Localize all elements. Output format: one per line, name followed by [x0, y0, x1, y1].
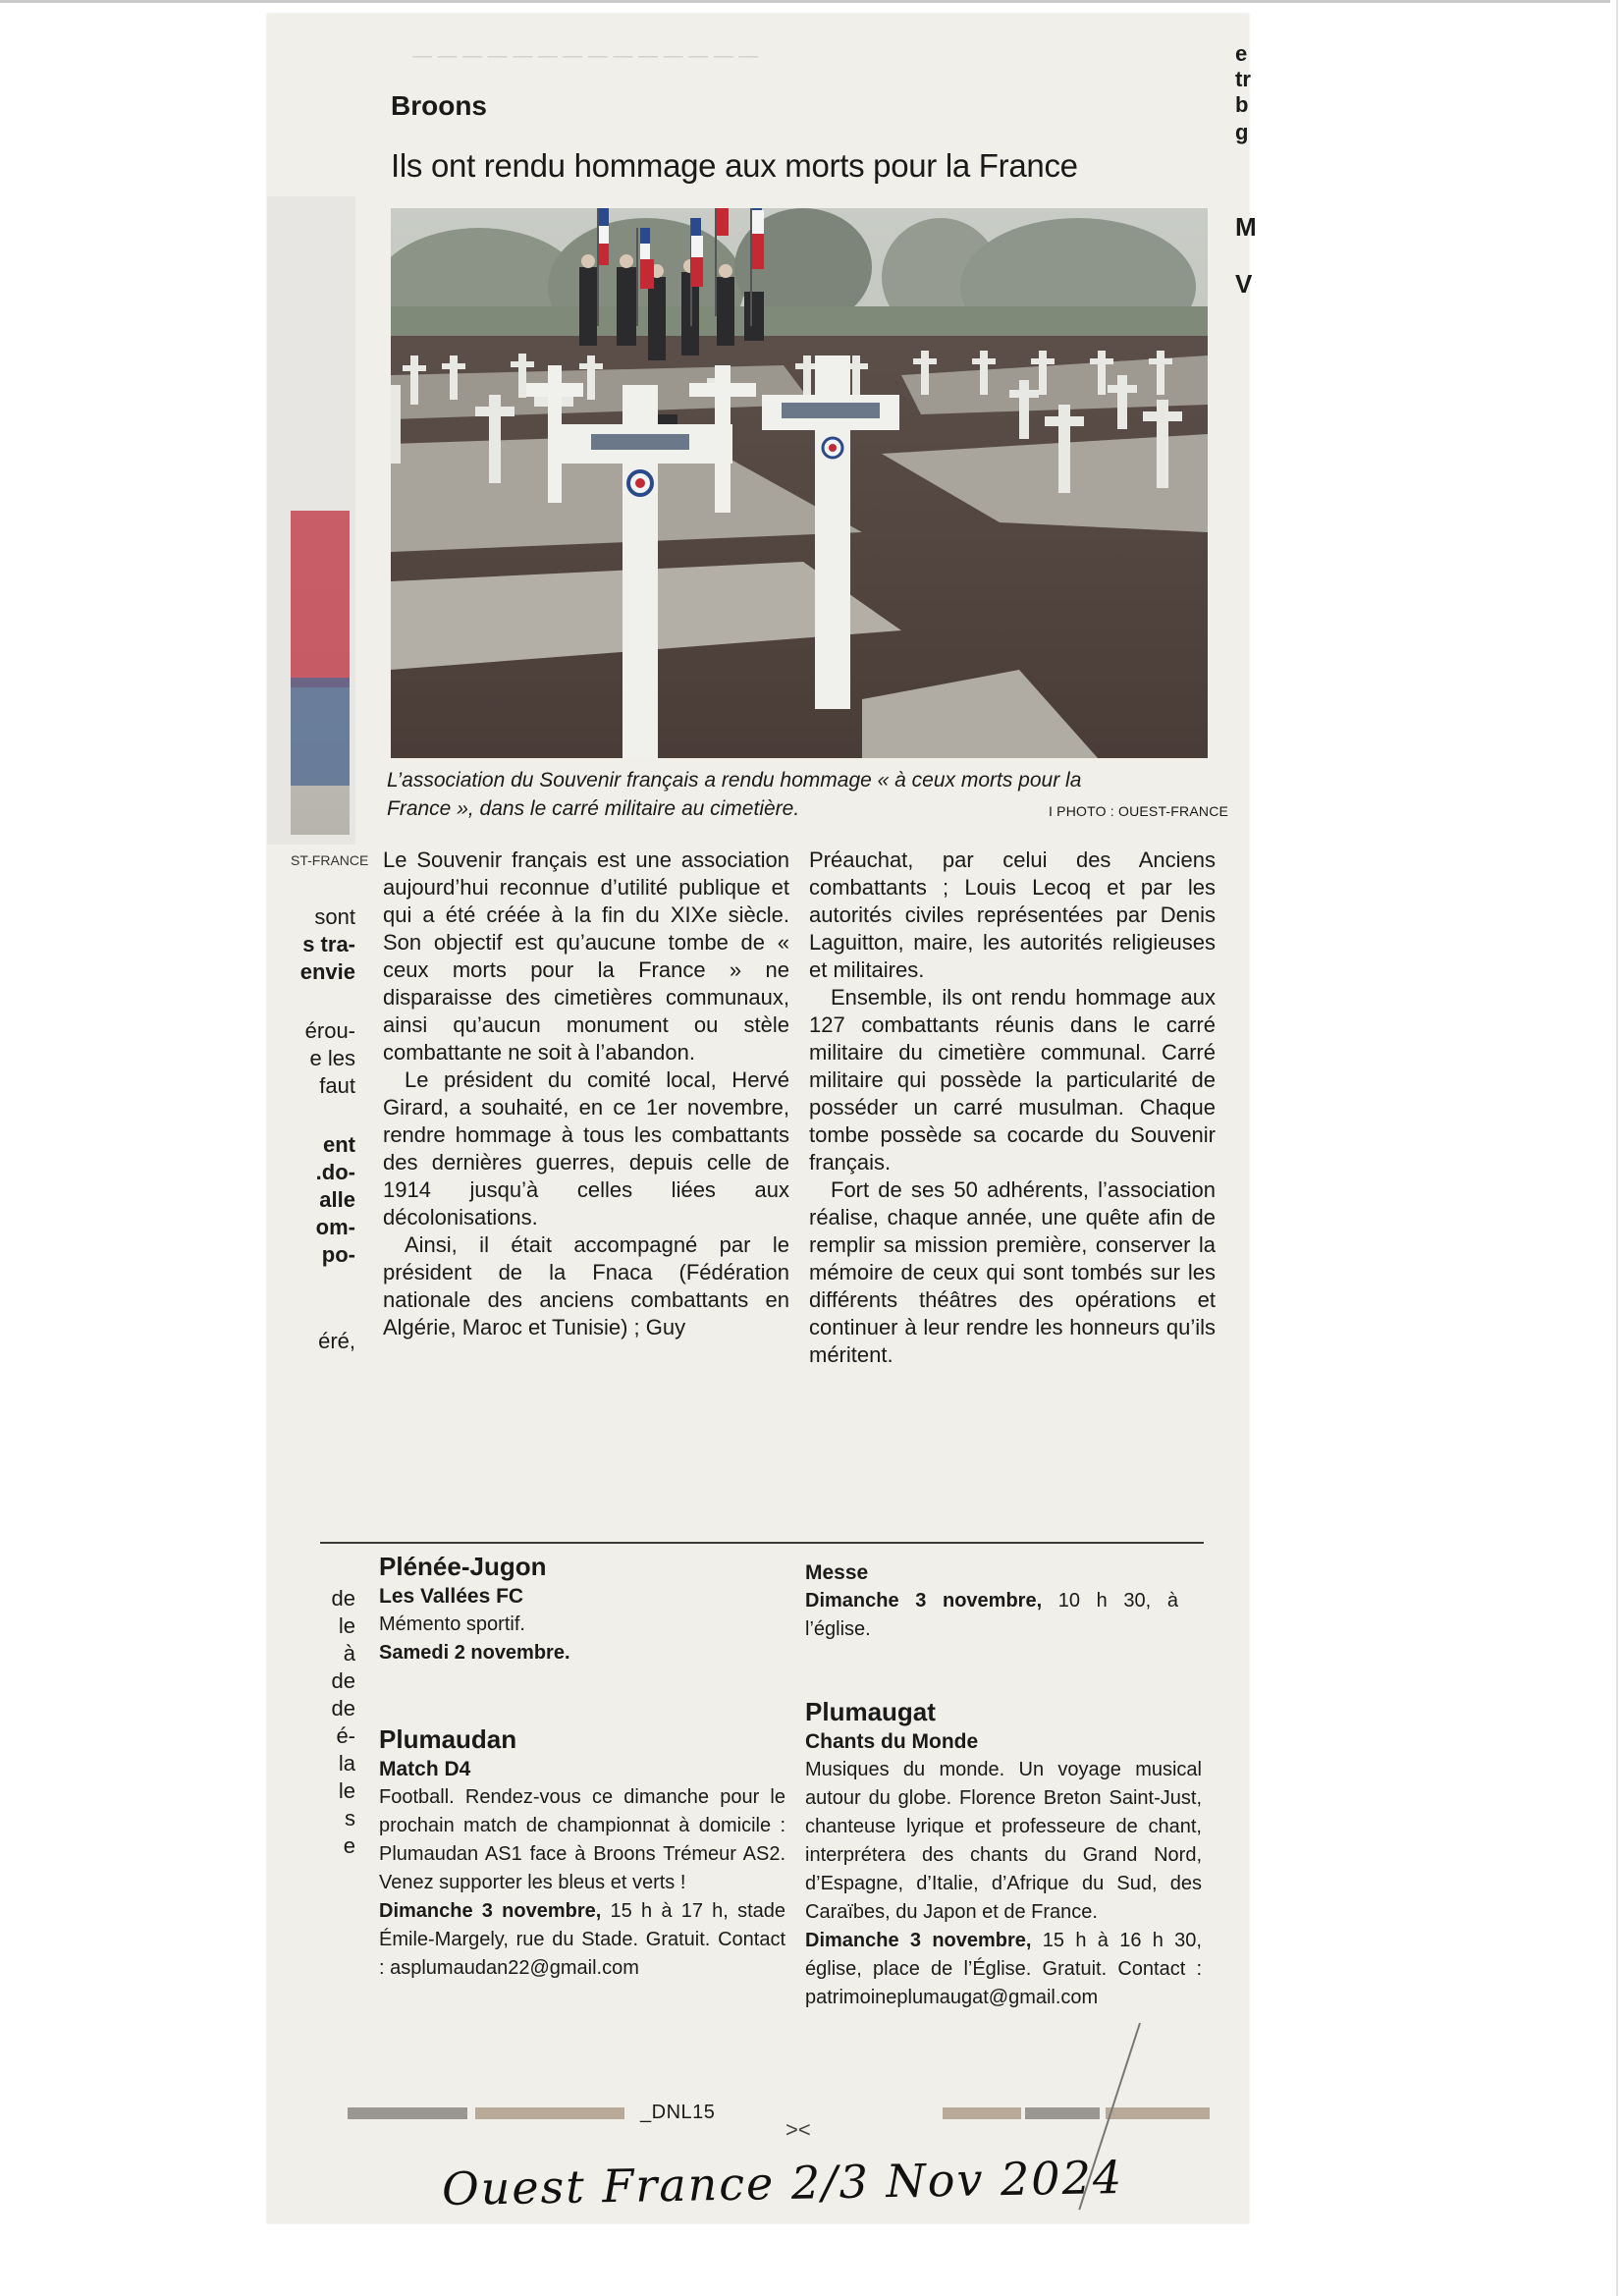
brief-detail-text: 15 h à 16 h 30, église, place de l’Église. Gratuit. Contact : patrimoineplumaugat@gmail.com	[805, 1930, 1202, 2008]
left-fragment: e les	[309, 1046, 355, 1070]
brief-detail-text: 10 h 30, à l’église.	[805, 1590, 1178, 1640]
brief-title: Chants du Monde	[805, 1730, 979, 1753]
scissors-mark: ><	[785, 2117, 811, 2142]
page-bar	[943, 2107, 1021, 2119]
left-fragment: éré,	[318, 1329, 355, 1353]
brief-messe	[805, 1559, 1178, 1644]
bleed-through-text: — — — — — — — — — — — — — —	[412, 45, 759, 67]
brief-text: Mémento sportif.	[379, 1613, 525, 1635]
article-paragraph: Ensemble, ils ont rendu hommage aux 127 combattants réunis dans le carré militaire du cimetière communal. Carré militaire qui possède la particularité de posséder un carré musulman. Chaque tombe possède sa cocarde du Souvenir français.	[809, 985, 1216, 1175]
brief-title: Messe	[805, 1561, 869, 1584]
brief-text: Musiques du monde. Un voyage musical autour du globe. Florence Breton Saint-Just, chanteuse lyrique et professeure de chant, interprétera des chants du Grand Nord, d’Espagne, d’Italie, d’Afrique du Sud, des Caraïbes, du Japon et de France.	[805, 1759, 1202, 1923]
left-fragment: é-	[336, 1723, 355, 1748]
page-code: _DNL15	[640, 2102, 716, 2123]
left-fragment: faut	[319, 1073, 355, 1098]
scan-right-border	[1616, 0, 1618, 2296]
brief-town: Plénée-Jugon	[379, 1552, 547, 1581]
brief-town: Plumaudan	[379, 1724, 517, 1754]
adjacent-photo-credit: ST-FRANCE	[291, 852, 369, 868]
left-fragment: alle	[319, 1187, 355, 1212]
brief-title: Match D4	[379, 1758, 471, 1780]
left-fragment: ent	[323, 1132, 355, 1157]
brief-title: Les Vallées FC	[379, 1585, 524, 1608]
page-bar	[348, 2107, 467, 2119]
article-town: Broons	[391, 90, 487, 121]
brief-date: Dimanche 3 novembre,	[805, 1930, 1032, 1951]
left-fragment: la	[338, 1751, 355, 1776]
brief-text: Football. Rendez-vous ce dimanche pour le prochain match de championnat à domicile : Plumaudan AS1 face à Broons Trémeur AS2. Venez supporter les bleus et verts !	[379, 1786, 785, 1893]
left-fragment: s tra-	[302, 932, 355, 957]
left-fragment: érou-	[304, 1018, 355, 1043]
left-fragment: om-	[315, 1215, 355, 1239]
page-bar	[475, 2107, 624, 2119]
article-paragraph: Fort de ses 50 adhérents, l’association réalise, chaque année, une quête afin de remplir sa mission première, conserver la mémoire de ceux qui sont tombés sur les différents théâtres des opérations et continuer à leur rendre les honneurs qu’ils méritent.	[809, 1177, 1216, 1367]
cemetery-photo	[391, 208, 1208, 758]
brief-date: Samedi 2 novembre.	[379, 1642, 570, 1664]
right-fragment: b	[1235, 92, 1249, 117]
left-fragment: à	[343, 1641, 355, 1666]
brief-details	[805, 1927, 1202, 2012]
article-headline: Ils ont rendu hommage aux morts pour la France	[391, 147, 1078, 184]
left-fragment: sont	[314, 904, 355, 929]
left-fragment: .do-	[315, 1160, 355, 1184]
right-fragment: tr	[1235, 67, 1251, 91]
section-divider	[320, 1542, 1204, 1544]
article-paragraph: Le président du comité local, Hervé Girard, a souhaité, en ce 1er novembre, rendre hommage à tous les combattants des dernières guerres, depuis celle de 1914 jusqu’à celles liées aux décolonisations.	[383, 1067, 789, 1230]
adjacent-photo-red-jacket	[291, 511, 350, 687]
article-column-1	[383, 847, 789, 1341]
brief-details	[379, 1897, 785, 1983]
right-fragment: V	[1235, 269, 1253, 299]
article-paragraph: Ainsi, il était accompagné par le président de la Fnaca (Fédération nationale des anciens combattants en Algérie, Maroc et Tunisie) ; Guy	[383, 1232, 789, 1339]
brief-date: Dimanche 3 novembre,	[379, 1900, 602, 1922]
brief-town: Plumaugat	[805, 1697, 936, 1726]
photo-credit: I PHOTO : OUEST-FRANCE	[1049, 803, 1229, 819]
right-fragment: M	[1235, 212, 1257, 242]
left-fragment: de	[331, 1586, 355, 1611]
brief-detail-text: 15 h à 17 h, stade Émile-Margely, rue du Stade. Gratuit. Contact : asplumaudan22@gmail.com	[379, 1900, 786, 1979]
brief-details	[805, 1587, 1178, 1644]
brief-plenee-jugon	[379, 1552, 791, 1667]
left-fragment: de	[331, 1668, 355, 1693]
brief-date: Dimanche 3 novembre,	[805, 1590, 1043, 1612]
handwritten-source-note: Ouest France 2/3 Nov 2024	[441, 2150, 1124, 2216]
left-fragment: le	[338, 1778, 355, 1803]
right-fragment: g	[1235, 120, 1249, 144]
page-bar	[1025, 2107, 1100, 2119]
left-fragment: s	[345, 1806, 355, 1831]
left-fragment: e	[343, 1833, 355, 1858]
brief-plumaugat	[805, 1697, 1202, 2012]
left-fragment: envie	[299, 959, 355, 984]
right-fragment: e	[1235, 41, 1248, 66]
article-paragraph: Le Souvenir français est une association aujourd’hui reconnue d’utilité publique et qui a été créée à la fin du XIXe siècle. Son objectif est qu’aucune tombe de « ceux morts pour la France » ne disparaisse des cimetières communaux, ainsi qu’aucun monument ou stèle combattante ne soit à l’abandon.	[383, 847, 789, 1065]
brief-plumaudan	[379, 1724, 785, 1983]
left-fragment: le	[338, 1613, 355, 1638]
photo-caption: L’association du Souvenir français a rendu hommage « à ceux morts pour la France », dans le carré militaire au cimetière.	[387, 769, 1082, 820]
article-column-2	[809, 847, 1216, 1369]
left-fragment: de	[331, 1696, 355, 1721]
scan-top-border	[0, 0, 1610, 13]
left-fragment: po-	[321, 1242, 355, 1267]
article-paragraph: Préauchat, par celui des Anciens combattants ; Louis Lecoq et par les autorités civiles représentées par Denis Laguitton, maire, les autorités religieuses et militaires.	[809, 847, 1216, 982]
page-bar	[1106, 2107, 1210, 2119]
adjacent-photo-jeans	[291, 678, 350, 786]
